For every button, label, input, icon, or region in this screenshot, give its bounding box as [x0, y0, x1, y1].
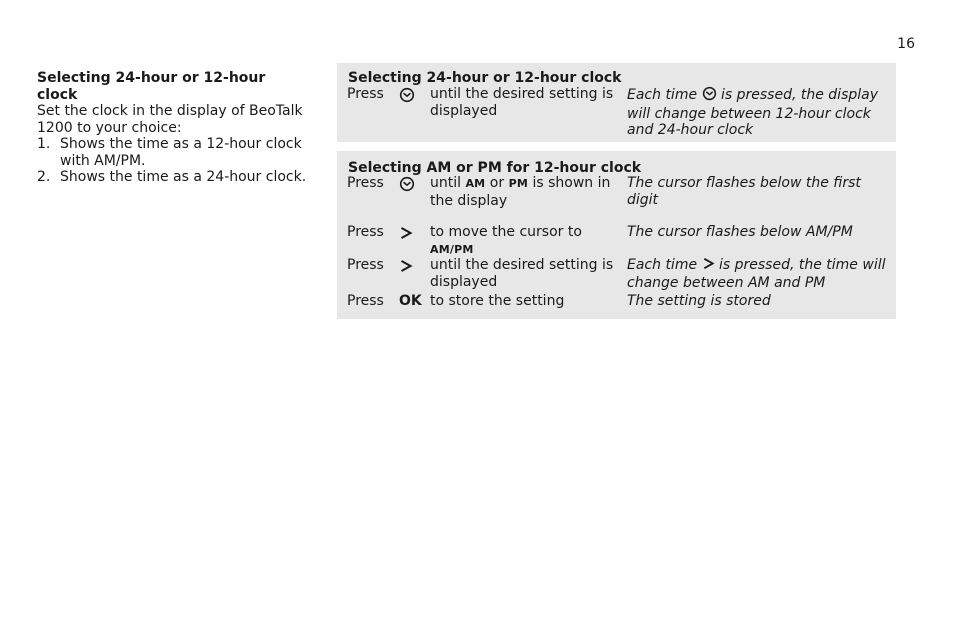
- action-text: to move the cursor to AM/PM: [430, 224, 582, 256]
- list-item-number: 1.: [37, 136, 51, 152]
- box-heading: Selecting AM or PM for 12-hour clock: [348, 160, 642, 176]
- press-label: Press: [347, 293, 384, 309]
- note-text: The setting is stored: [627, 293, 771, 309]
- action-text: to store the setting: [430, 293, 565, 309]
- intro-list: [37, 136, 309, 186]
- instruction-row: [337, 224, 896, 258]
- note-text: The cursor flashes below AM/PM: [627, 224, 853, 240]
- ok-key-label: OK: [399, 293, 422, 310]
- box-heading: Selecting 24-hour or 12-hour clock: [348, 70, 622, 86]
- list-item: [37, 136, 309, 169]
- chevron-right-icon: [399, 257, 423, 274]
- clock-icon: [702, 86, 717, 106]
- list-item-number: 2.: [37, 169, 51, 185]
- press-label: Press: [347, 257, 384, 273]
- clock-icon: [399, 86, 423, 103]
- list-item-text: Shows the time as a 24-hour clock.: [60, 169, 307, 185]
- note-text: Each time is pressed, the display will change between 12-hour clock and 24-hour clock: [627, 87, 878, 138]
- chevron-right-icon: [702, 257, 715, 275]
- page-number: 16: [897, 36, 915, 52]
- clock-icon: [399, 175, 423, 192]
- instruction-row: [337, 293, 896, 327]
- am-pm-instructions: [337, 151, 896, 319]
- press-label: Press: [347, 224, 384, 240]
- chevron-right-icon: [399, 224, 423, 241]
- press-label: Press: [347, 86, 384, 102]
- instruction-row: [337, 257, 896, 291]
- note-text: Each time is pressed, the time will change between AM and PM: [627, 257, 886, 291]
- instruction-row: [337, 175, 896, 209]
- action-text: until AM or PM is shown in the display: [430, 175, 611, 209]
- intro-section: [37, 70, 309, 186]
- clock-format-instructions: [337, 63, 896, 142]
- instruction-row: [337, 86, 896, 138]
- list-item-text: Shows the time as a 12-hour clock with AM/PM.: [60, 136, 302, 169]
- action-text: until the desired setting is displayed: [430, 257, 614, 290]
- intro-heading: Selecting 24-hour or 12-hour clock: [37, 70, 266, 103]
- list-item: [37, 169, 309, 186]
- note-text: The cursor flashes below the first digit: [627, 175, 861, 208]
- intro-text: Set the clock in the display of BeoTalk 1200 to your choice:: [37, 103, 303, 136]
- action-text: until the desired setting is displayed: [430, 86, 614, 119]
- press-label: Press: [347, 175, 384, 191]
